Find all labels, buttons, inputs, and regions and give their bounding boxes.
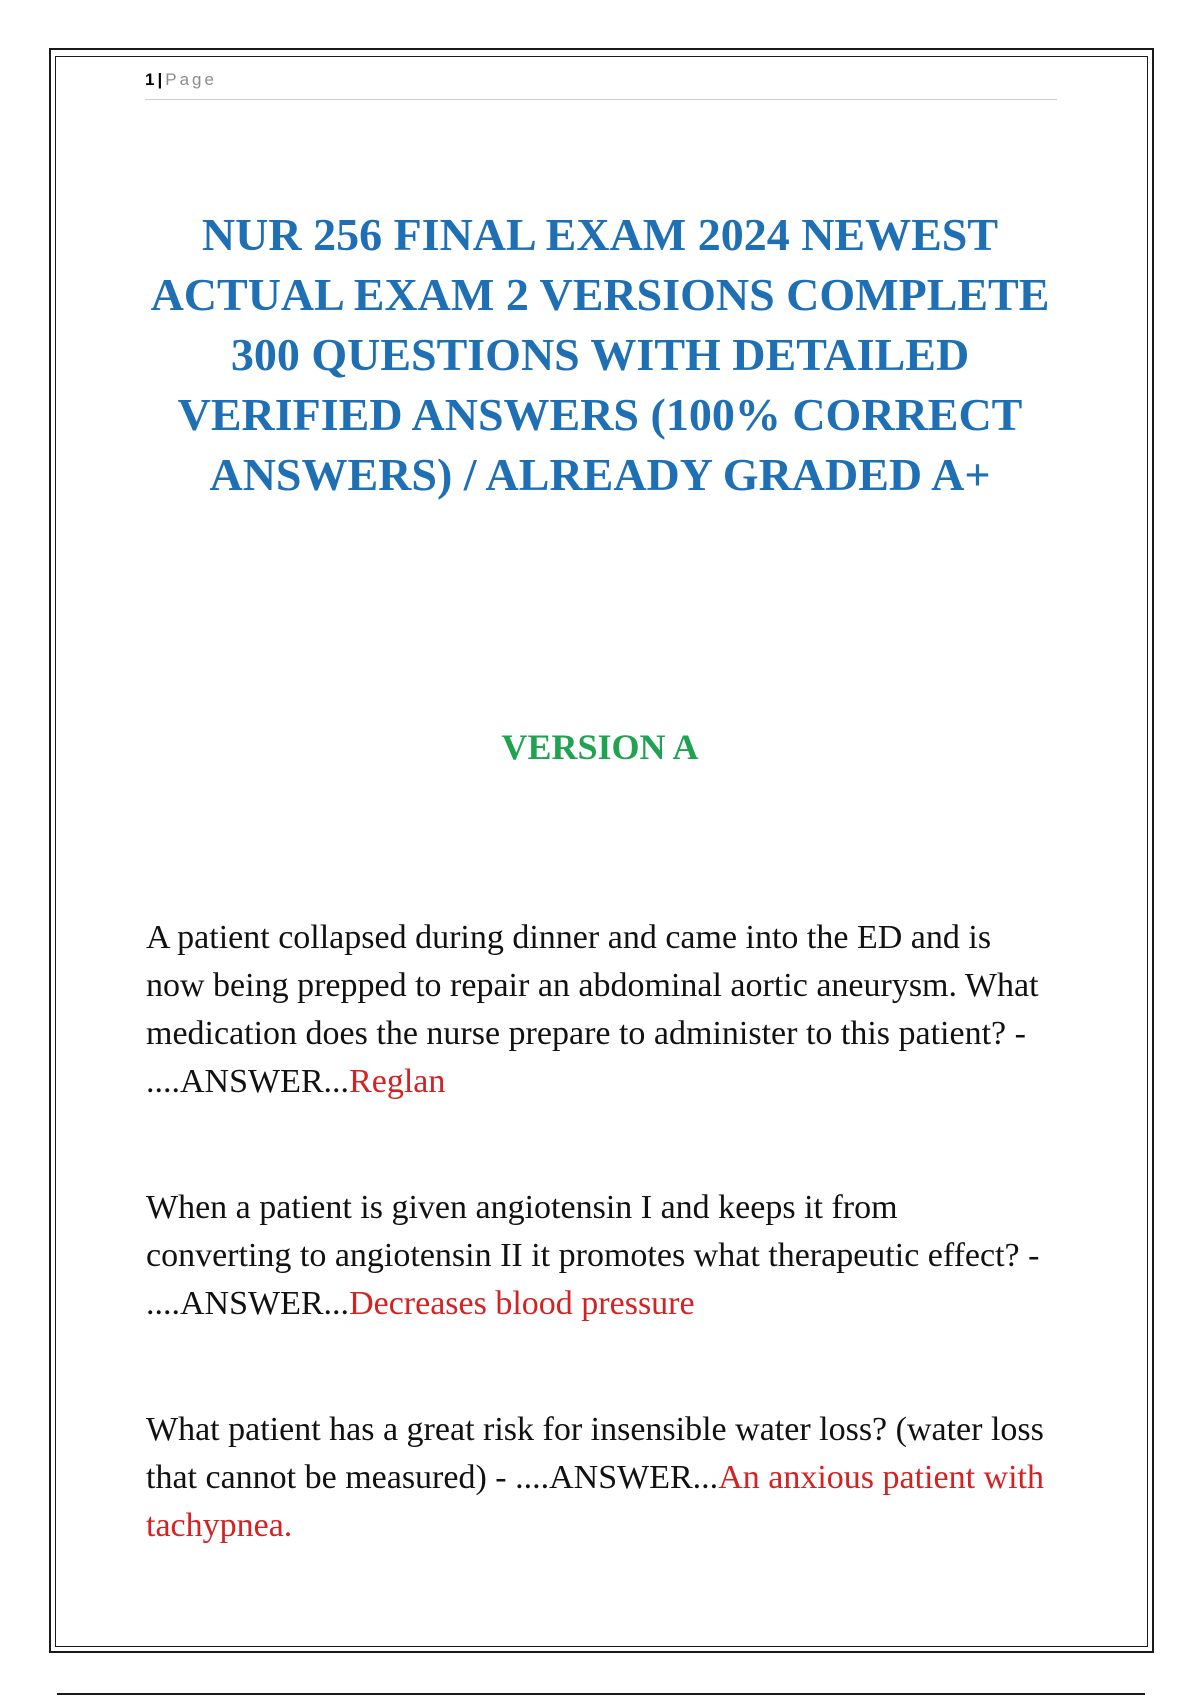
question-item	[146, 914, 1046, 1106]
page-header	[145, 70, 1057, 100]
question-text: What patient has a great risk for insensible water loss? (water loss that cannot be measured) - ....ANSWER...	[146, 1411, 1044, 1496]
question-text: When a patient is given angiotensin I and keeps it from converting to angiotensin II it promotes what therapeutic effect? - ....ANSWER...	[146, 1189, 1040, 1322]
page-label: Page	[165, 70, 217, 89]
page-number: 1	[145, 70, 155, 89]
page-separator: |	[157, 70, 163, 89]
answer-text: Decreases blood pressure	[349, 1285, 695, 1322]
document-title: NUR 256 FINAL EXAM 2024 NEWEST ACTUAL EXAM 2 VERSIONS COMPLETE 300 QUESTIONS WITH DETAILED VERIFIED ANSWERS (100% CORRECT ANSWERS) / ALREADY GRADED A+	[150, 209, 1050, 500]
question-item	[146, 1184, 1046, 1328]
answer-text: Reglan	[349, 1063, 446, 1100]
version-heading: VERSION A	[501, 727, 699, 767]
answer-text: An anxious patient with tachypnea.	[146, 1459, 1044, 1544]
next-page-border	[57, 1693, 1145, 1695]
question-text: A patient collapsed during dinner and came into the ED and is now being prepped to repair an abdominal aortic aneurysm. What medication does the nurse prepare to administer to this patient? - ....ANSWER...	[146, 919, 1039, 1100]
question-item	[146, 1406, 1046, 1550]
